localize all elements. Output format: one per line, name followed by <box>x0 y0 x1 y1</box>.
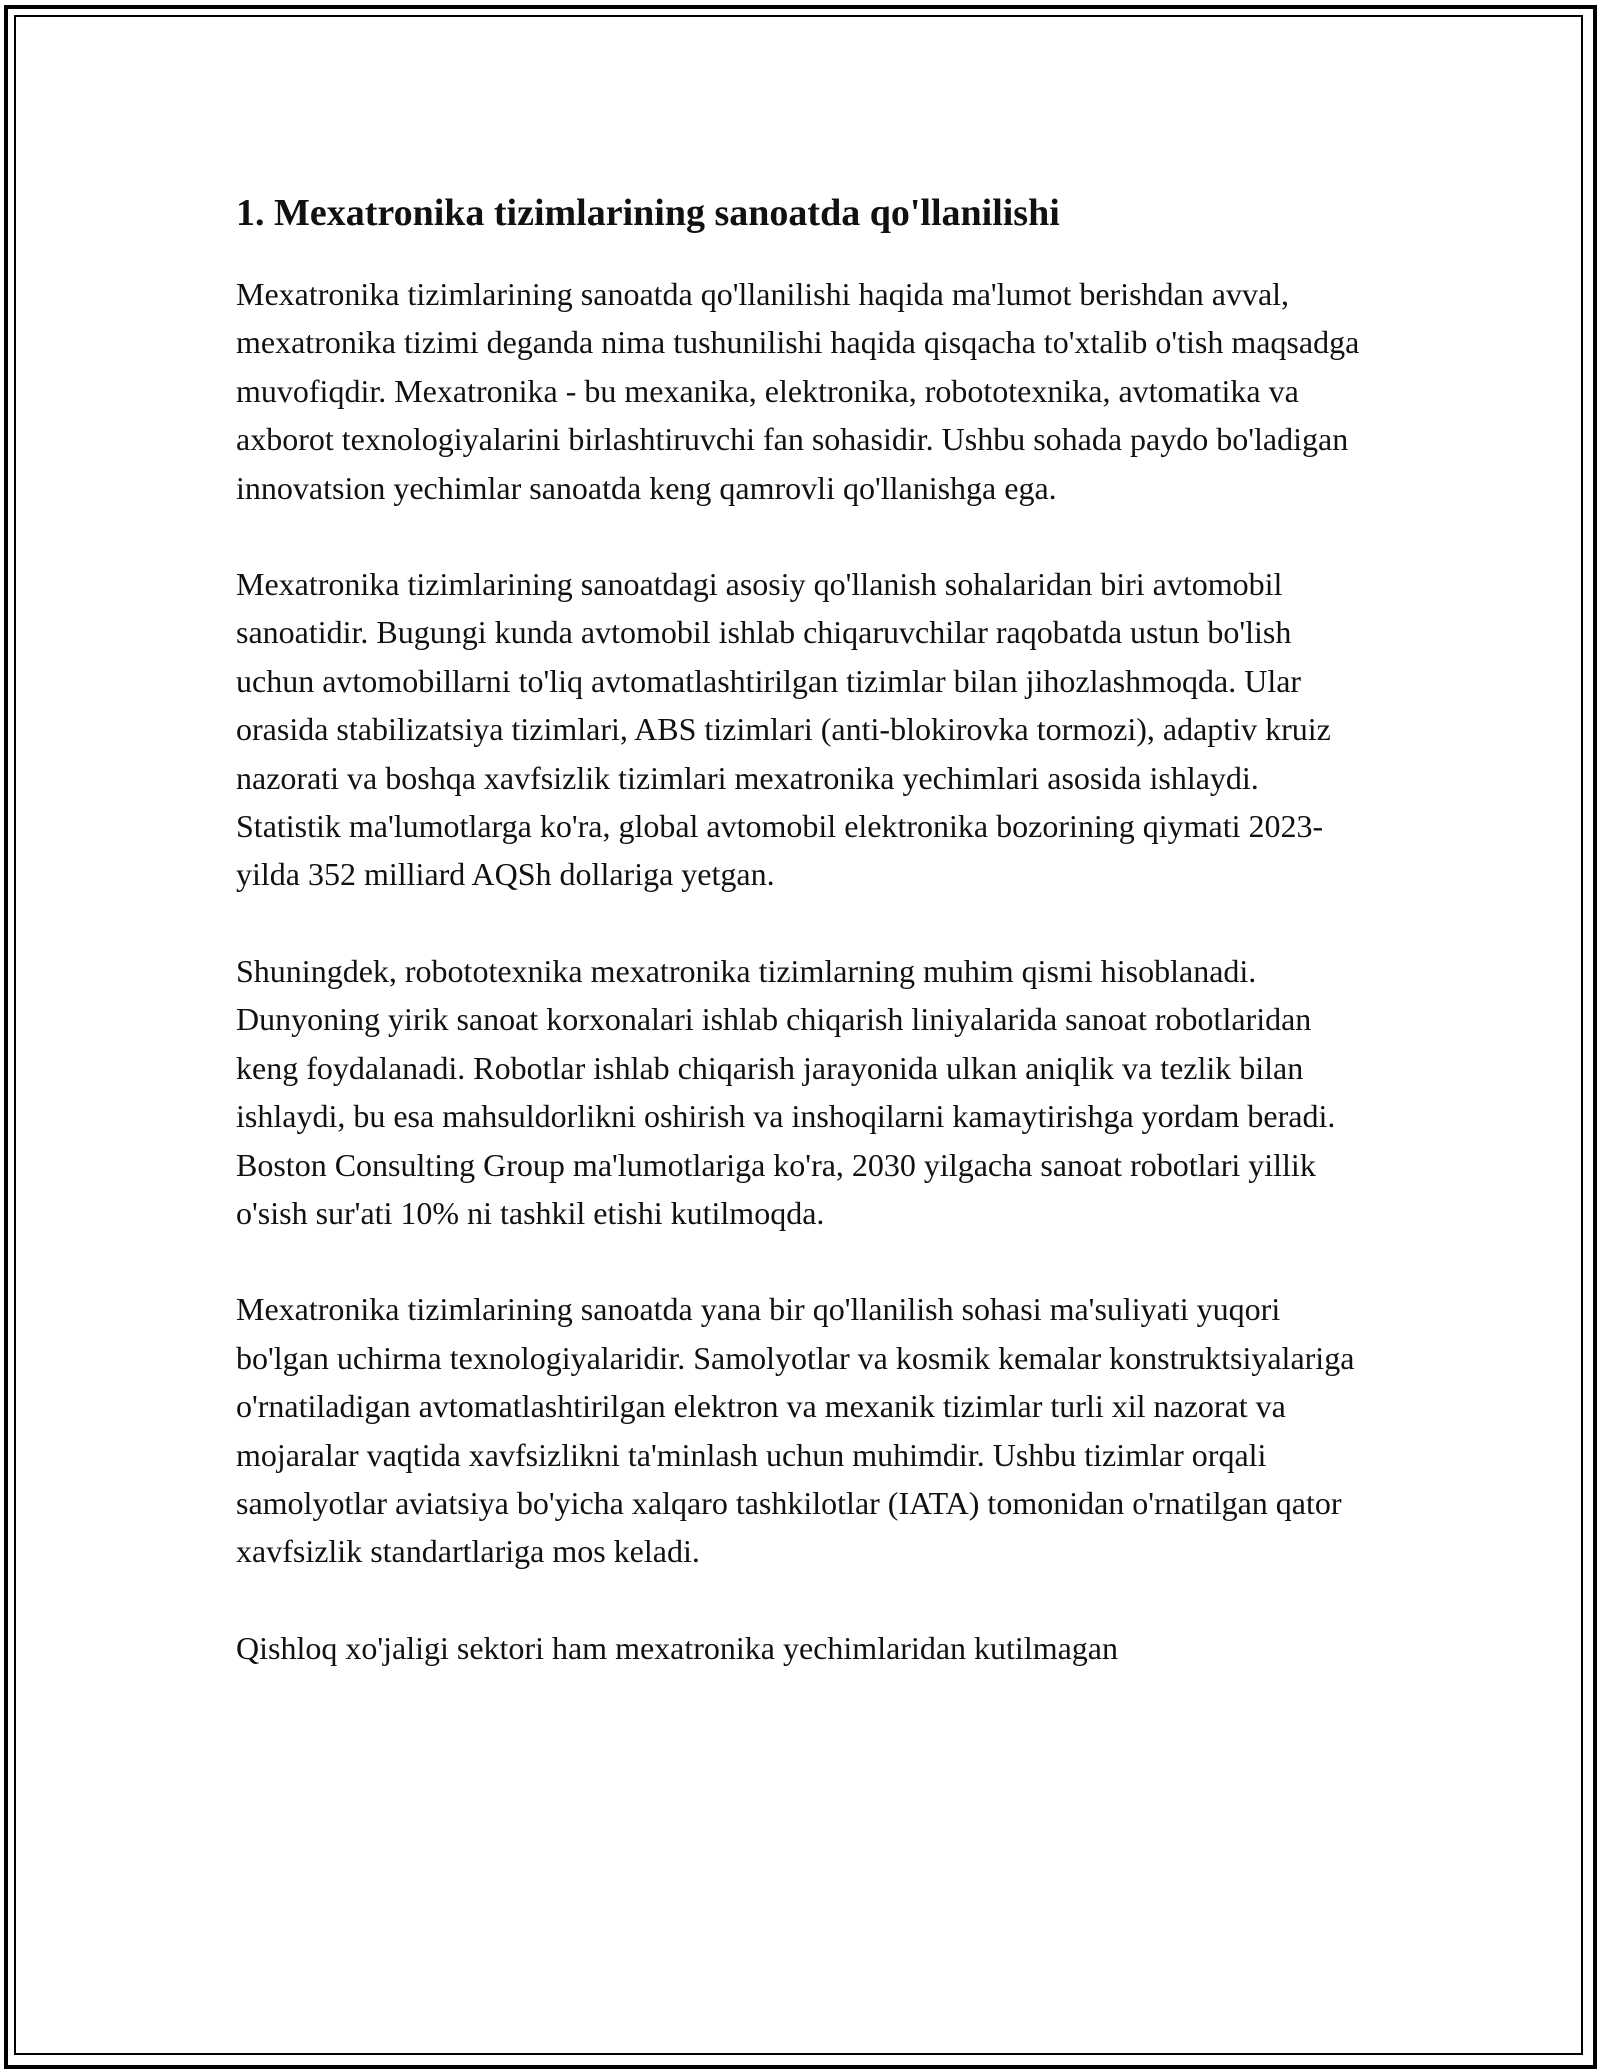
paragraph-intro: Mexatronika tizimlarining sanoatda qo'llanilishi haqida ma'lumot berishdan avval, mexatronika tizimi deganda nima tushunilishi haqida qisqacha to'xtalib o'tish maqsadga muvofiqdir. Mexatronika - bu mexanika, elektronika, robototexnika, avtomatika va axborot texnologiyalarini birlashtiruvchi fan sohasidir. Ushbu sohada paydo bo'ladigan innovatsion yechimlar sanoatda keng qamrovli qo'llanishga ega. <box>236 276 1360 506</box>
paragraph-robotics: Shuningdek, robototexnika mexatronika tizimlarning muhim qismi hisoblanadi. Dunyoning yirik sanoat korxonalari ishlab chiqarish liniyalarida sanoat robotlaridan keng foydalanadi. Robotlar ishlab chiqarish jarayonida ulkan aniqlik va tezlik bilan ishlaydi, bu esa mahsuldorlikni oshirish va inshoqilarni kamaytirishga yordam beradi. Boston Consulting Group ma'lumotlariga ko'ra, 2030 yilgacha sanoat robotlari yillik o'sish sur'ati 10% ni tashkil etishi kutilmoqda. <box>236 952 1336 1231</box>
section-heading: 1. Mexatronika tizimlarining sanoatda qo'llanilishi <box>236 192 1060 234</box>
paragraph-aerospace: Mexatronika tizimlarining sanoatda yana bir qo'llanilish sohasi ma'suliyati yuqori bo'lgan uchirma texnologiyalaridir. Samolyotlar va kosmik kemalar konstruktsiyalariga o'rnatiladigan avtomatlashtirilgan elektron va mexanik tizimlar turli xil nazorat va mojaralar vaqtida xavfsizlikni ta'minlash uchun muhimdir. Ushbu tizimlar orqali samolyotlar aviatsiya bo'yicha xalqaro tashkilotlar (IATA) tomonidan o'rnatilgan qator xavfsizlik standartlariga mos keladi. <box>236 1291 1355 1570</box>
paragraph-automotive: Mexatronika tizimlarining sanoatdagi asosiy qo'llanish sohalaridan biri avtomobil sanoatidir. Bugungi kunda avtomobil ishlab chiqaruvchilar raqobatda ustun bo'lish uchun avtomobillarni to'liq avtomatlashtirilgan tizimlar bilan jihozlashmoqda. Ular orasida stabilizatsiya tizimlari, ABS tizimlari (anti-blokirovka tormozi), adaptiv kruiz nazorati va boshqa xavfsizlik tizimlari mexatronika yechimlari asosida ishlaydi. Statistik ma'lumotlarga ko'ra, global avtomobil elektronika bozorining qiymati 2023-yilda 352 milliard AQSh dollariga yetgan. <box>236 566 1331 893</box>
document-body <box>236 186 1366 1672</box>
paragraph-agriculture: Qishloq xo'jaligi sektori ham mexatronika yechimlaridan kutilmagan <box>236 1629 1118 1666</box>
